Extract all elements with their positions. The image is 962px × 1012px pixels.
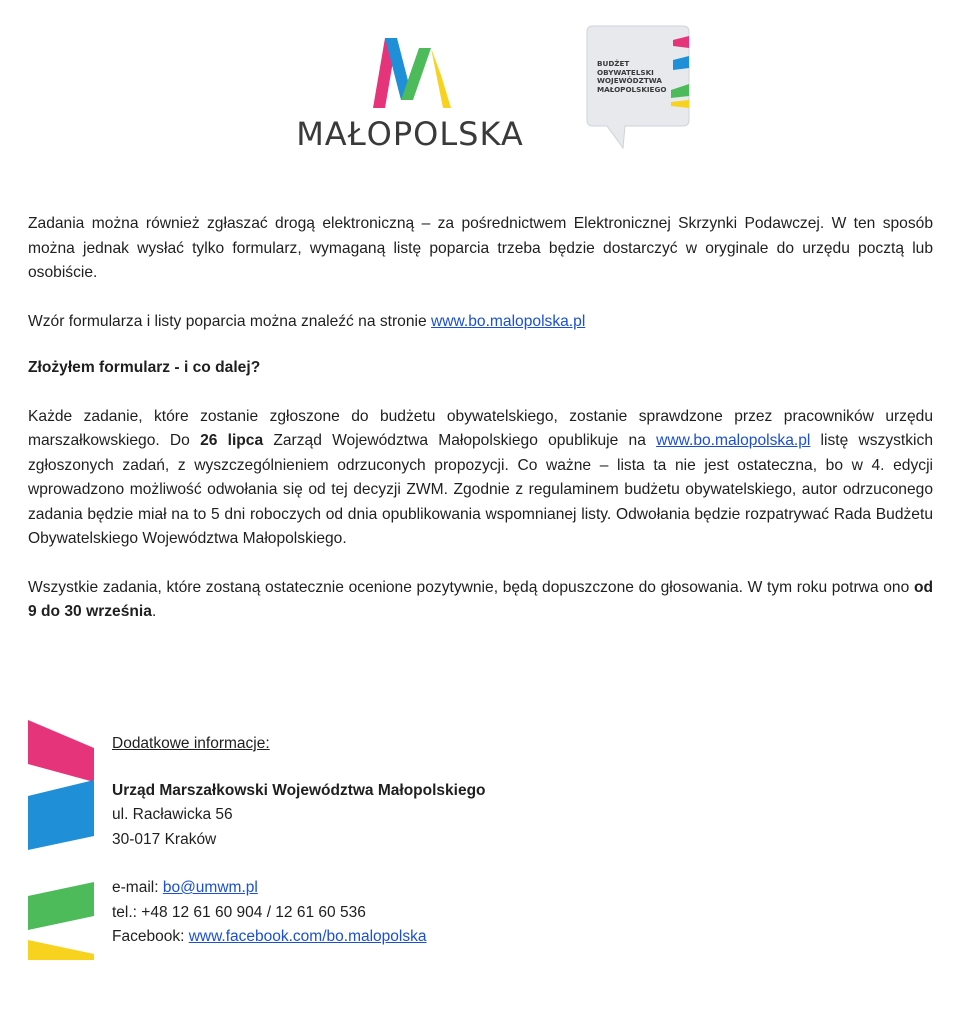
paragraph-form-link: Wzór formularza i listy poparcia można znaleźć na stronie www.bo.malopolska.pl — [28, 312, 586, 330]
bo-website-link-2[interactable]: www.bo.malopolska.pl — [656, 432, 811, 449]
email-link[interactable]: bo@umwm.pl — [162, 879, 258, 896]
facebook-line: Facebook: www.facebook.com/bo.malopolska — [112, 928, 427, 945]
document-body — [28, 212, 933, 625]
section-heading: Złożyłem formularz - i co dalej? — [28, 359, 261, 376]
email-line: e-mail: bo@umwm.pl — [112, 879, 258, 896]
paragraph-voting: Wszystkie zadania, które zostaną ostatecznie ocenione pozytywnie, będą dopuszczone do głosowania. W tym roku potrwa ono od 9 do 30 września. — [28, 578, 933, 620]
city-address: 30-017 Kraków — [112, 830, 217, 848]
voting-dates: od 9 do 30 września — [28, 578, 933, 620]
organization-name: Urząd Marszałkowski Województwa Małopolskiego — [112, 781, 486, 799]
bo-website-link[interactable]: www.bo.malopolska.pl — [431, 312, 586, 330]
street-address: ul. Racławicka 56 — [112, 806, 233, 823]
phone-line: tel.: +48 12 61 60 904 / 12 61 60 536 — [112, 903, 366, 921]
facebook-link[interactable]: www.facebook.com/bo.malopolska — [188, 928, 427, 945]
additional-info-title: Dodatkowe informacje: — [112, 735, 270, 752]
decorative-stripes-icon — [28, 718, 98, 963]
paragraph-verification: Każde zadanie, które zostanie zgłoszone do budżetu obywatelskiego, zostanie sprawdzone przez pracowników urzędu marszałkowskiego. Do 26 lipca Zarząd Województwa Małopolskiego opublikuje na www.bo.malopolska.pl listę wszystkich zgłoszonych zadań, z wyszczególnieniem odrzuconych propozycji. Co ważne – lista ta nie jest ostateczna, bo w 4. edycji wprowadzono możliwość odwołania się od tej decyzji ZWM. Zgodnie z regulaminem budżetu obywatelskiego, autor odrzuconego zadania będzie miał na to 5 dni roboczych od dnia opublikowania wspomnianej listy. Odwołania będzie rozpatrywać Rada Budżetu Obywatelskiego Województwa Małopolskiego. — [28, 407, 933, 547]
date-26-july: 26 lipca — [200, 432, 264, 449]
malopolska-logo — [285, 30, 535, 155]
malopolska-wordmark: MAŁOPOLSKA — [296, 115, 524, 153]
malopolska-m-icon — [285, 30, 535, 115]
budzet-obywatelski-logo — [585, 22, 695, 152]
paragraph-electronic: Zadania można również zgłaszać drogą elektroniczną – za pośrednictwem Elektronicznej Skrzynki Podawczej. W ten sposób można jednak wysłać tylko formularz, wymaganą listę poparcia trzeba będzie dostarczyć w oryginale do urzędu pocztą lub osobiście. — [28, 215, 933, 281]
contact-info — [112, 732, 486, 950]
budzet-logo-text: BUDŻET OBYWATELSKI WOJEWÓDZTWA MAŁOPOLSKIEGO — [597, 59, 667, 94]
